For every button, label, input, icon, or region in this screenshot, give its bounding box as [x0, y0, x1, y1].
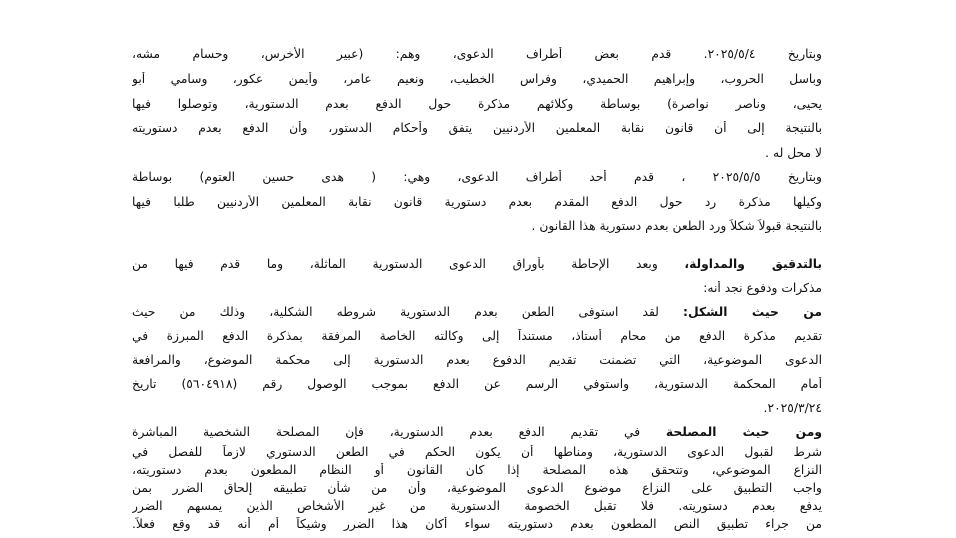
- text-line: ٢٠٢٥/٣/٢٤.: [763, 401, 822, 415]
- text-line: وبتاريخ ٢٠٢٥/٥/٤. قدم بعض أطراف الدعوى، وهم: (عبير الأخرس، وحسام مشه،: [132, 47, 822, 61]
- bold-heading: بالتدقيق والمداولة،: [684, 257, 822, 271]
- bold-heading: ومن حيث المصلحة: [665, 425, 822, 439]
- text-line: من حيث الشكل: لقد استوفى الطعن بعدم الدستورية شروطه الشكلية، وذلك من حيث: [132, 305, 822, 319]
- text-line: واجب التطبيق على النزاع موضوع الدعوى الموضوعية، وأن من شأن تطبيقه إلحاق الضرر بمن: [132, 481, 822, 495]
- text-line: وكيلها مذكرة رد حول الدفع المقدم بعدم دستورية قانون نقابة المعلمين الأردنيين طلبا فيها: [132, 195, 822, 209]
- text-line: الدعوى الموضوعية، التي تضمنت تقديم الدفوع بعدم الدستورية إلى محكمة الموضوع، والمرافعة: [132, 353, 822, 367]
- text-line: بالتدقيق والمداولة، وبعد الإحاطة بأوراق الدعوى الدستورية الماثلة، وما قدم فيها من: [132, 257, 822, 271]
- text-line: وباسل الحروب، وإبراهيم الحميدي، وفراس الخطيب، ونعيم عامر، وأيمن عكور، وسامي أبو: [132, 72, 822, 86]
- text-line: بالنتيجة قبولاً شكلاً ورد الطعن بعدم دستورية هذا القانون .: [531, 219, 822, 233]
- text-line: من جراء تطبيق النص المطعون بعدم دستوريته سواء أكان هذا الضرر وشيكاً أم أنه قد وقع فعلاً.: [132, 517, 822, 531]
- text-line: مذكرات ودفوع نجد أنه:: [703, 281, 822, 295]
- text-line: وبتاريخ ٢٠٢٥/٥/٥ ، قدم أحد أطراف الدعوى، وهي: ( هدى حسين العتوم) بوساطة: [132, 170, 822, 184]
- text-line: بالنتيجة إلى أن قانون نقابة المعلمين الأردنيين يتفق وأحكام الدستور، وأن الدفع بعدم دستوريته: [132, 121, 822, 135]
- text-line: لا محل له .: [765, 146, 822, 160]
- text-line: يحيى، وناصر نواصرة) بوساطة وكلائهم مذكرة حول الدفع بعدم الدستورية، وتوصلوا فيها: [132, 97, 822, 111]
- text-line: شرط لقبول الدعوى الدستورية، ومناطها أن يكون الحكم في الطعن الدستوري لازماً للفصل في: [132, 445, 822, 459]
- text-line: يدفع بعدم دستوريته. فلا تقبل الخصومة الدستورية من غير الأشخاص الذين يمسهم الضرر: [132, 499, 822, 513]
- text-line: تقديم مذكرة الدفع من محام أستاذ، مستنداً إلى وكالته الخاصة المرفقة بمذكرة الدفع المبرزة في: [132, 329, 822, 343]
- text-line: أمام المحكمة الدستورية، واستوفي الرسم عن الدفع بموجب الوصول رقم (٥٦٠٤٩١٨) تاريخ: [132, 377, 822, 391]
- text-line: النزاع الموضوعي، وتتحقق هذه المصلحة إذا كان القانون أو النظام المطعون بعدم دستوريته،: [132, 463, 822, 477]
- text-line: ومن حيث المصلحة في تقديم الدفع بعدم الدستورية، فإن المصلحة الشخصية المباشرة: [132, 425, 822, 439]
- bold-heading: من حيث الشكل:: [683, 305, 822, 319]
